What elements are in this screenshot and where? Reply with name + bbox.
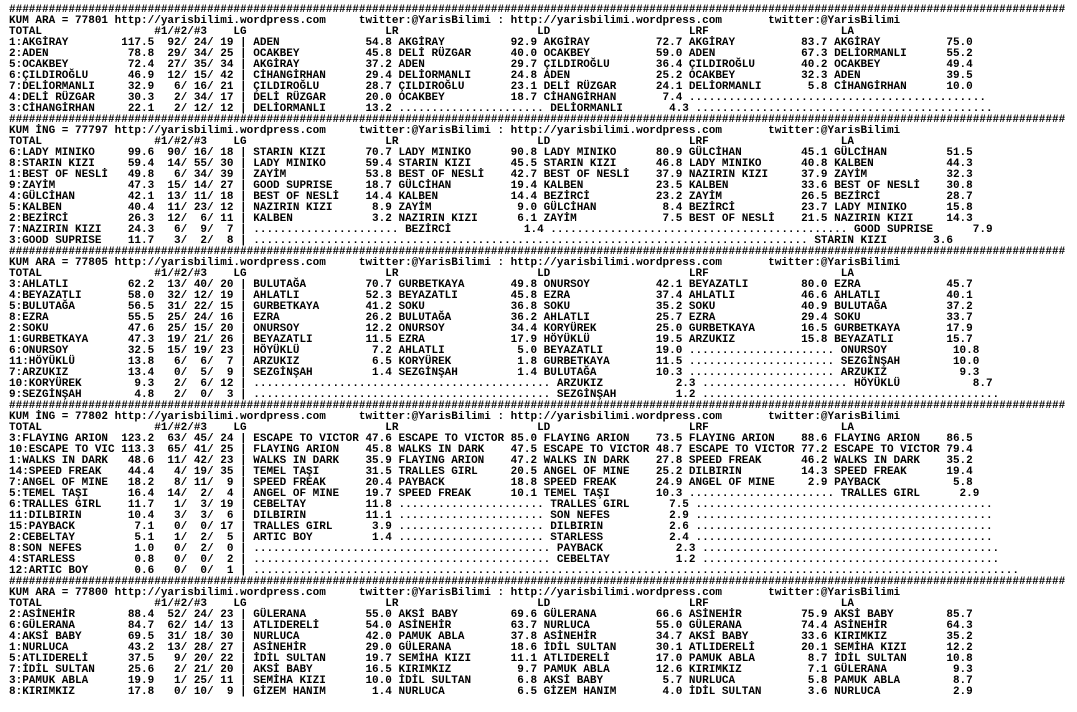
table-row: 5:BULUTAĞA 56.5 31/ 22/ 15 | GURBETKAYA 41.2 SOKU 36.8 SOKU 35.2 SOKU 40.9 BULUTAĞA 37.2 [9, 301, 973, 313]
race-header: KUM İNG = 77802 http://yarisbilimi.wordpress.com twitter:@YarisBilimi : http://yarisbilimi.wordpress.com twitter:@YarisBilimi [9, 411, 901, 423]
table-row: 4:GÜLCİHAN 42.1 13/ 11/ 18 | BEST OF NESLİ 14.4 KALBEN 14.4 BEZİRCİ 23.2 ZAYİM 26.5 BEZİRCİ 28.7 [9, 191, 973, 203]
table-row: 1:WALKS IN DARK 48.6 11/ 42/ 23 | WALKS IN DARK 35.9 FLAYING ARION 47.2 WALKS IN DARK 27.8 SPEED FREAK 46.2 WALKS IN DARK 35.2 [9, 455, 973, 467]
race-header: KUM ARA = 77800 http://yarisbilimi.wordpress.com twitter:@YarisBilimi : http://yarisbilimi.wordpress.com twitter:@YarisBilimi [9, 587, 901, 599]
table-row: 11:HÖYÜKLÜ 13.8 6/ 6/ 7 | ARZUKIZ 6.5 KORYÜREK 1.8 GURBETKAYA 11.5 ...................... SEZGİNŞAH 10.0 [9, 356, 980, 368]
table-row: 3:CİHANGİRHAN 22.1 2/ 12/ 12 | DELİORMANLI 13.2 ...................... DELİORMANLI 4.3 ............................................. [9, 103, 993, 115]
table-row: 6:LADY MINIKO 99.6 90/ 16/ 18 | STARIN KIZI 70.7 LADY MINIKO 90.8 LADY MINIKO 80.9 GÜLCİHAN 45.1 GÜLCİHAN 51.5 [9, 147, 973, 159]
separator-line: ################################################################################################################################################################ [9, 4, 1066, 16]
table-row: 8:STARIN KIZI 59.4 14/ 55/ 30 | LADY MINIKO 59.4 STARIN KIZI 45.5 STARIN KIZI 46.8 LADY MINIKO 40.8 KALBEN 44.3 [9, 158, 973, 170]
column-header: TOTAL #1/#2/#3 LG LR LD LRF LA [9, 422, 854, 434]
table-row: 15:PAYBACK 7.1 0/ 0/ 17 | TRALLES GIRL 3.9 ...................... DILBIRIN 2.6 ............................................. [9, 521, 993, 533]
table-row: 1:GURBETKAYA 47.3 19/ 21/ 26 | BEYAZATLI 11.5 EZRA 17.9 HÖYÜKLÜ 19.5 ARZUKIZ 15.8 BEYAZATLI 15.7 [9, 334, 973, 346]
column-header: TOTAL #1/#2/#3 LG LR LD LRF LA [9, 268, 854, 280]
table-row: 7:İDİL SULTAN 25.6 2/ 21/ 20 | AKSİ BABY 16.5 KIRIMKIZ 9.7 PAMUK ABLA 12.6 KIRIMKIZ 7.1 GÜLERANA 9.3 [9, 664, 973, 676]
separator-line: ################################################################################################################################################################ [9, 246, 1066, 258]
race-header: KUM İNG = 77797 http://yarisbilimi.wordpress.com twitter:@YarisBilimi : http://yarisbilimi.wordpress.com twitter:@YarisBilimi [9, 125, 901, 137]
table-row: 4:STARLESS 0.8 0/ 0/ 2 | ............................................. CEBELTAY 1.2 ............................................. [9, 554, 1000, 566]
column-header: TOTAL #1/#2/#3 LG LR LD LRF LA [9, 26, 854, 38]
race-header: KUM ARA = 77801 http://yarisbilimi.wordpress.com twitter:@YarisBilimi : http://yarisbilimi.wordpress.com twitter:@YarisBilimi [9, 15, 901, 27]
table-row: 8:KIRIMKIZ 17.8 0/ 10/ 9 | GİZEM HANIM 1.4 NURLUCA 6.5 GİZEM HANIM 4.0 İDİL SULTAN 3.6 NURLUCA 2.9 [9, 686, 973, 698]
separator-line: ################################################################################################################################################################ [9, 576, 1066, 588]
table-row: 5:KALBEN 40.4 11/ 23/ 12 | NAZIRIN KIZI 8.9 ZAYİM 9.0 GÜLCİHAN 8.4 BEZİRCİ 23.7 LADY MINIKO 15.8 [9, 202, 973, 214]
table-row: 10:KORYÜREK 9.3 2/ 6/ 12 | ............................................. ARZUKIZ 2.3 ...................... HÖYÜKLÜ 8.7 [9, 378, 993, 390]
table-row: 9:ZAYİM 47.3 15/ 14/ 27 | GOOD SUPRISE 18.7 GÜLCİHAN 19.4 KALBEN 23.5 KALBEN 33.6 BEST OF NESLİ 30.8 [9, 180, 973, 192]
table-row: 5:ATLIDERELİ 37.5 9/ 20/ 22 | İDİL SULTAN 19.7 SEMİHA KIZI 11.1 ATLIDERELİ 17.0 PAMUK ABLA 8.7 İDİL SULTAN 10.8 [9, 653, 973, 665]
column-header: TOTAL #1/#2/#3 LG LR LD LRF LA [9, 136, 854, 148]
table-row: 4:BEYAZATLI 58.0 32/ 12/ 19 | AHLATLI 52.3 BEYAZATLI 45.8 EZRA 37.4 AHLATLI 46.6 AHLATLI 40.1 [9, 290, 973, 302]
table-row: 12:ARTIC BOY 0.6 0/ 0/ 1 | .................................................................................................................... [9, 565, 1019, 577]
table-row: 6:GÜLERANA 84.7 62/ 14/ 13 | ATLIDERELİ 54.0 ASİNEHİR 63.7 NURLUCA 55.0 GÜLERANA 74.4 ASİNEHİR 64.3 [9, 620, 973, 632]
table-row: 3:AHLATLI 62.2 13/ 40/ 20 | BULUTAĞA 70.7 GURBETKAYA 49.8 ONURSOY 42.1 BEYAZATLI 80.0 EZRA 45.7 [9, 279, 973, 291]
table-row: 7:NAZIRIN KIZI 24.3 6/ 9/ 7 | ...................... BEZİRCİ 1.4 ............................................. GOOD SUPRISE 7.9 [9, 224, 993, 236]
table-row: 14:SPEED FREAK 44.4 4/ 19/ 35 | TEMEL TAŞI 31.5 TRALLES GIRL 20.5 ANGEL OF MINE 25.2 DILBIRIN 14.3 SPEED FREAK 19.4 [9, 466, 973, 478]
table-row: 3:PAMUK ABLA 19.9 1/ 25/ 11 | SEMİHA KIZI 10.0 İDİL SULTAN 6.8 AKSİ BABY 5.7 NURLUCA 5.8 PAMUK ABLA 8.7 [9, 675, 973, 687]
table-row: 2:CEBELTAY 5.1 1/ 2/ 5 | ARTIC BOY 1.4 ...................... STARLESS 2.4 ............................................. [9, 532, 993, 544]
table-row: 2:BEZİRCİ 26.3 12/ 6/ 11 | KALBEN 3.2 NAZIRIN KIZI 6.1 ZAYİM 7.5 BEST OF NESLİ 21.5 NAZIRIN KIZI 14.3 [9, 213, 973, 225]
table-row: 9:SEZGİNŞAH 4.8 2/ 0/ 3 | ............................................. SEZGİNŞAH 1.2 ............................................. [9, 389, 1000, 401]
table-row: 11:DILBIRIN 10.4 3/ 3/ 6 | DILBIRIN 11.1 ...................... SON NEFES 2.9 ............................................. [9, 510, 993, 522]
race-header: KUM ARA = 77805 http://yarisbilimi.wordpress.com twitter:@YarisBilimi : http://yarisbilimi.wordpress.com twitter:@YarisBilimi [9, 257, 901, 269]
table-row: 6:ONURSOY 32.5 15/ 19/ 23 | HÖYÜKLÜ 7.2 AHLATLI 5.0 BEYAZATLI 19.0 ...................... ONURSOY 10.8 [9, 345, 980, 357]
table-row: 8:EZRA 55.5 25/ 24/ 16 | EZRA 26.2 BULUTAĞA 36.2 AHLATLI 25.7 EZRA 29.4 SOKU 33.7 [9, 312, 973, 324]
table-row: 8:SON NEFES 1.0 0/ 2/ 0 | ............................................. PAYBACK 2.3 ............................................. [9, 543, 1000, 555]
table-row: 3:FLAYING ARION 123.2 63/ 45/ 24 | ESCAPE TO VICTOR 47.6 ESCAPE TO VICTOR 85.0 FLAYING ARION 73.5 FLAYING ARION 88.6 FLAYING ARION 86.5 [9, 433, 973, 445]
table-row: 4:AKSİ BABY 69.5 31/ 18/ 30 | NURLUCA 42.0 PAMUK ABLA 37.8 ASİNEHİR 34.7 AKSİ BABY 33.6 KIRIMKIZ 35.2 [9, 631, 973, 643]
table-row: 5:TEMEL TAŞI 16.4 14/ 2/ 4 | ANGEL OF MINE 19.7 SPEED FREAK 10.1 TEMEL TAŞI 10.3 ...................... TRALLES GIRL 2.9 [9, 488, 980, 500]
table-row: 2:ASİNEHİR 88.4 52/ 24/ 23 | GÜLERANA 55.0 AKSİ BABY 69.6 GÜLERANA 66.6 ASİNEHİR 75.9 AKSİ BABY 85.7 [9, 609, 973, 621]
table-row: 7:DELİORMANLI 32.9 6/ 16/ 21 | ÇILDIROĞLU 28.7 ÇILDIROĞLU 23.1 DELİ RÜZGAR 24.1 DELİORMANLI 5.8 CİHANGİRHAN 10.0 [9, 81, 973, 93]
table-row: 7:ANGEL OF MINE 18.2 8/ 11/ 9 | SPEED FREAK 20.4 PAYBACK 18.8 SPEED FREAK 24.9 ANGEL OF MINE 2.9 PAYBACK 5.8 [9, 477, 973, 489]
table-row: 1:AKGİRAY 117.5 92/ 24/ 19 | ADEN 54.8 AKGİRAY 92.9 AKGİRAY 72.7 AKGİRAY 83.7 AKGİRAY 75.0 [9, 37, 973, 49]
table-row: 1:NURLUCA 43.2 13/ 28/ 27 | ASİNEHİR 29.0 GÜLERANA 18.6 İDİL SULTAN 30.1 ATLIDERELİ 20.1 SEMİHA KIZI 12.2 [9, 642, 973, 654]
separator-line: ################################################################################################################################################################ [9, 400, 1066, 412]
table-row: 3:GOOD SUPRISE 11.7 3/ 2/ 8 | .................................................................................... STARIN KIZI 3.6 [9, 235, 953, 247]
table-row: 2:SOKU 47.6 25/ 15/ 20 | ONURSOY 12.2 ONURSOY 34.4 KORYÜREK 25.0 GURBETKAYA 16.5 GURBETKAYA 17.9 [9, 323, 973, 335]
table-row: 2:ADEN 78.8 29/ 34/ 25 | OCAKBEY 45.8 DELİ RÜZGAR 40.0 OCAKBEY 59.0 ADEN 67.3 DELİORMANLI 55.2 [9, 48, 973, 60]
separator-line: ################################################################################################################################################################ [9, 114, 1066, 126]
table-row: 6:TRALLES GIRL 11.7 1/ 3/ 19 | CEBELTAY 11.8 ...................... TRALLES GIRL 7.5 ............................................. [9, 499, 993, 511]
table-row: 4:DELİ RÜZGAR 30.3 2/ 34/ 17 | DELİ RÜZGAR 20.0 OCAKBEY 18.7 CİHANGİRHAN 7.4 ............................................. [9, 92, 986, 104]
table-row: 5:OCAKBEY 72.4 27/ 35/ 34 | AKGİRAY 37.2 ADEN 29.7 ÇILDIROĞLU 36.4 ÇILDIROĞLU 40.2 OCAKBEY 49.4 [9, 59, 973, 71]
table-row: 1:BEST OF NESLİ 49.8 6/ 34/ 39 | ZAYİM 53.8 BEST OF NESLİ 42.7 BEST OF NESLİ 37.9 NAZIRIN KIZI 37.9 ZAYİM 32.3 [9, 169, 973, 181]
table-row: 10:ESCAPE TO VIC 113.3 65/ 41/ 25 | FLAYING ARION 45.8 WALKS IN DARK 47.5 ESCAPE TO VICTOR 48.7 ESCAPE TO VICTOR 77.2 ESCAPE TO VICTOR 79.4 [9, 444, 973, 456]
column-header: TOTAL #1/#2/#3 LG LR LD LRF LA [9, 598, 854, 610]
table-row: 7:ARZUKIZ 13.4 0/ 5/ 9 | SEZGİNŞAH 1.4 SEZGİNŞAH 1.4 BULUTAĞA 10.3 ...................... ARZUKIZ 9.3 [9, 367, 980, 379]
table-row: 6:ÇILDIROĞLU 46.9 12/ 15/ 42 | CİHANGİRHAN 29.4 DELİORMANLI 24.8 ADEN 25.2 OCAKBEY 32.3 ADEN 39.5 [9, 70, 973, 82]
